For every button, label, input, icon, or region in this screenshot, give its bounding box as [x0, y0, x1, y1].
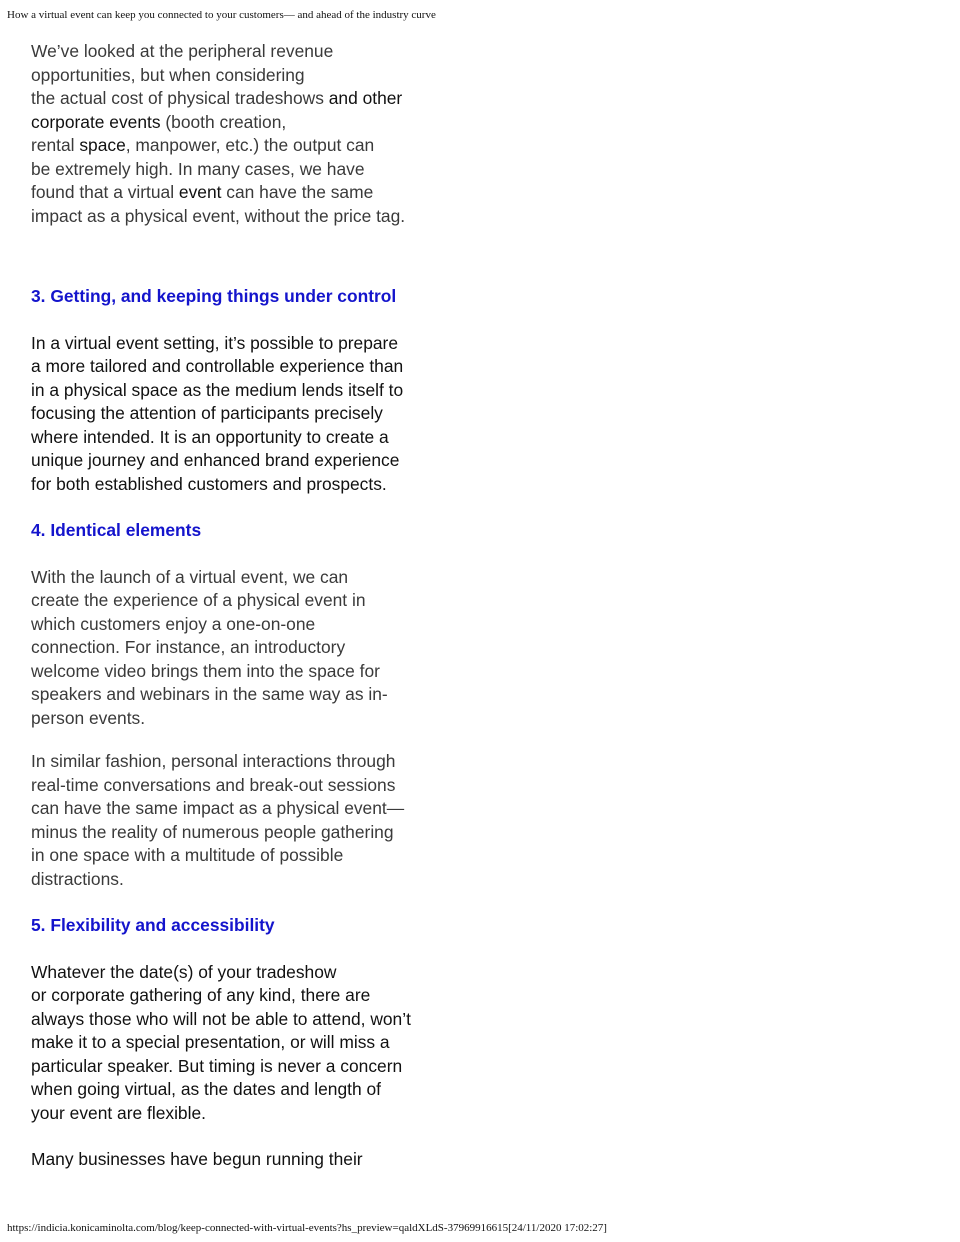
text-line: With the launch of a virtual event, we can — [31, 566, 349, 587]
text-run: the actual cost of physical tradeshows — [31, 88, 329, 108]
text-run: , manpower, etc.) the output can — [125, 135, 375, 155]
section-5-paragraph-1 — [31, 961, 451, 1126]
text-run: be extremely high. In many cases, we have — [31, 158, 365, 179]
text-line — [31, 64, 451, 88]
text-line: unique journey and enhanced brand experience — [31, 450, 400, 470]
text-line: person events. — [31, 707, 146, 728]
text-line: create the experience of a physical event in — [31, 590, 366, 610]
text-run: impact as a physical event, without the price tag. — [31, 205, 406, 226]
text-line: make it to a special presentation, or will miss a — [31, 1032, 390, 1052]
section-3-paragraph — [31, 332, 451, 497]
text-run: corporate events — [31, 111, 161, 132]
text-line: your event are flexible. — [31, 1102, 206, 1123]
text-line — [31, 87, 451, 111]
text-line: minus the reality of numerous people gathering — [31, 821, 394, 842]
text-run: rental — [31, 135, 80, 155]
section-4-heading: 4. Identical elements — [31, 520, 202, 540]
text-run: space — [79, 135, 126, 155]
text-run: (booth creation, — [160, 111, 287, 132]
page-footer-url: https://indicia.konicaminolta.com/blog/keep-connected-with-virtual-events?hs_preview=qaldXLdS-37969916615[24/11/2020 17:02:27] — [7, 1222, 607, 1234]
text-line — [31, 111, 451, 135]
text-run: We’ve looked at the peripheral revenue — [31, 41, 334, 61]
text-line: can have the same impact as a physical event— — [31, 798, 405, 818]
text-run: and other — [328, 88, 403, 108]
text-line: when going virtual, as the dates and length of — [31, 1079, 381, 1099]
text-line: a more tailored and controllable experience than — [31, 356, 404, 376]
text-line: connection. For instance, an introductory — [31, 637, 346, 657]
text-line: for both established customers and prospects. — [31, 473, 387, 494]
text-line: welcome video brings them into the space for — [31, 660, 380, 681]
text-line: real-time conversations and break-out sessions — [31, 774, 396, 795]
text-line — [31, 134, 451, 158]
text-line: which customers enjoy a one-on-one — [31, 613, 316, 634]
section-4-paragraph-1 — [31, 566, 451, 731]
text-line: in one space with a multitude of possible — [31, 845, 344, 865]
text-line: Whatever the date(s) of your tradeshow — [31, 961, 337, 982]
section-5-heading: 5. Flexibility and accessibility — [31, 915, 275, 935]
text-line: Many businesses have begun running their — [31, 1149, 363, 1169]
text-line: or corporate gathering of any kind, there are — [31, 985, 371, 1005]
text-line: In a virtual event setting, it’s possible to prepare — [31, 332, 399, 353]
text-run: found that a virtual — [31, 182, 179, 202]
intro-paragraph — [31, 40, 451, 228]
text-line: focusing the attention of participants precisely — [31, 403, 383, 423]
text-line — [31, 40, 451, 64]
page-header-title: How a virtual event can keep you connected to your customers— and ahead of the industry curve — [7, 9, 436, 21]
text-line: always those who will not be able to attend, won’t — [31, 1008, 411, 1029]
text-line: speakers and webinars in the same way as in- — [31, 684, 388, 704]
section-4-paragraph-2 — [31, 750, 451, 891]
text-line: distractions. — [31, 868, 124, 889]
text-run: opportunities, but when considering — [31, 64, 305, 85]
text-line — [31, 181, 451, 205]
text-line: where intended. It is an opportunity to create a — [31, 426, 389, 447]
section-3-heading: 3. Getting, and keeping things under control — [31, 286, 397, 306]
text-run: event — [178, 182, 222, 202]
text-line: in a physical space as the medium lends itself to — [31, 379, 404, 400]
text-line: particular speaker. But timing is never a concern — [31, 1055, 403, 1076]
text-line: In similar fashion, personal interactions through — [31, 751, 396, 771]
text-line — [31, 205, 451, 229]
article-content — [31, 40, 451, 1172]
text-run: can have the same — [221, 182, 374, 202]
text-line — [31, 158, 451, 182]
section-5-paragraph-2 — [31, 1148, 451, 1172]
